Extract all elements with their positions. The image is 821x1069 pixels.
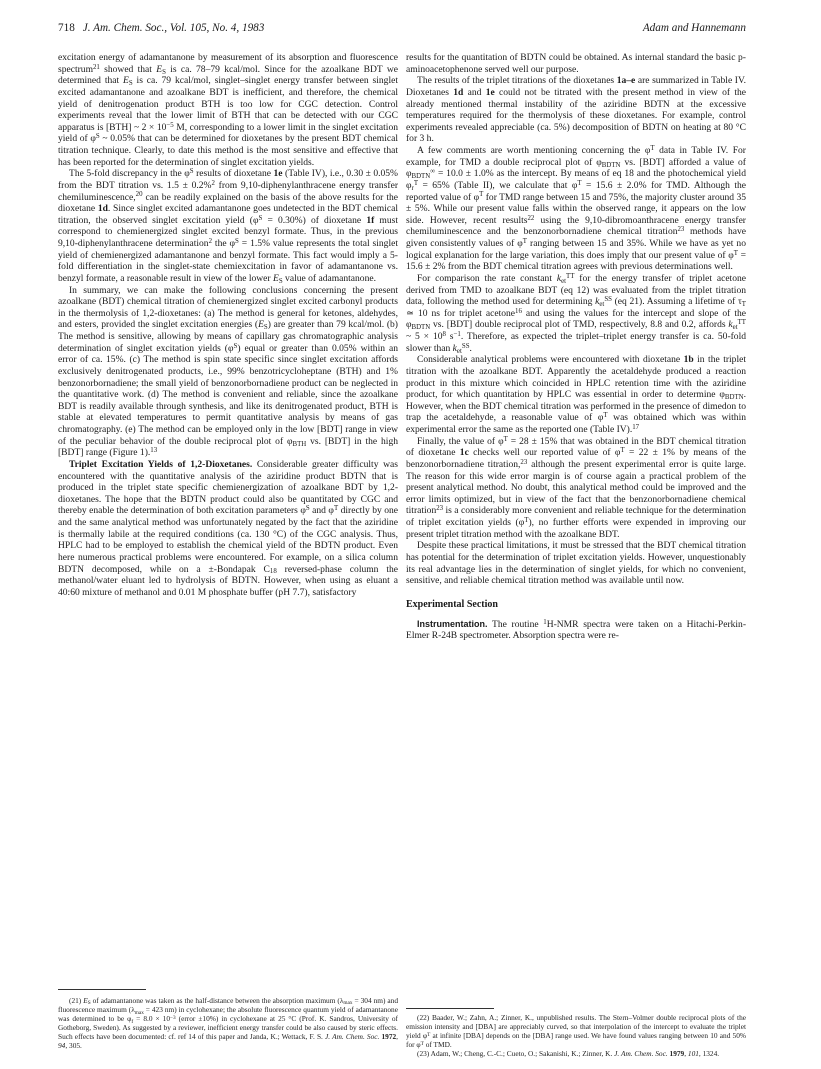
text: = 1.5% value represents the total singlet yield of chemienergized adamantanone and benzyl formate. This fact would imply a 5-fold differentiation in the singlet-state chemiexcitation in favor of adamantanone vs. benzyl formate, a reasonable result in view of the lower (58, 238, 398, 284)
page-number: 718 (58, 22, 75, 34)
text: and using the values for the intercept and slope of the φ (406, 307, 746, 331)
text: directly by one and the same analytical method was unfortunately negated by the fact that the aziridine is thermally labile at the required conditions (ca. 130 °C) of the CGC analysis. Thus, HPLC had to be employed to establish the chemical yield of the BDTN product. Even here numerous practical problems were encountered. For example, on a silica column BDTN decomposed, while on a ±-Bondapak C (58, 505, 399, 575)
symbol: φ (498, 435, 504, 447)
text: and (309, 505, 329, 517)
text: In summary, we can make the following conclusions concerning the present azoalkane (BDT) chemical titration of chemienergized singlet excited carbonyl products in the thermolysis of 1,2-dioxetanes: (a) The method is general for ketones, aldehydes, and esters, provided the singlet excitation energies ( (58, 284, 398, 331)
symbol: φ (184, 168, 190, 180)
text: vs. [BDT] afforded a value of φ (406, 156, 746, 180)
text: and (463, 86, 486, 98)
text: H-NMR spectra were taken on a Hitachi-Perkin-Elmer R-24B spectrometer. Absorption spectra were re- (406, 618, 746, 642)
year: 1972 (381, 1032, 397, 1042)
text: of adamantanone was taken as the half-distance between the absorption maximum (λ (90, 996, 344, 1005)
symbol: φ (518, 517, 525, 528)
text: can be readily explained on the basis of the above results for the dioxetane (58, 191, 398, 215)
left-footnotes (58, 996, 398, 1051)
text: checks well our reported value of (468, 447, 615, 459)
subscript: S (278, 277, 283, 285)
text: although the present experimental error is quite large. The reason for this wide error margin is of course again a practical problem of the present analytical method. No doubt, this analytical method could be improved and the error limits optimized, but in view of the fact that the benzonorbornadiene chemical titration (406, 458, 746, 517)
text: (22) Baader, W.; Zahn, A.; Zinner, K., unpublished results. The Stern–Volmer double reciprocal plots of the emission intensity and [DBA] are appreciably curved, so that interpolation of the intercept to evaluate the triplet yield (406, 1013, 746, 1041)
symbol: E (258, 319, 264, 331)
subscript: f (131, 1018, 134, 1025)
symbol: φ (416, 1040, 421, 1050)
text: ranging between 15 and 35%. While we have as yet no logical explanation for the large variation, this does imply that our present value of (406, 238, 746, 261)
reference-marker: 17 (632, 423, 640, 431)
subscript: et (599, 301, 605, 309)
reference-marker: 21 (93, 63, 100, 71)
text: , 1324. (698, 1049, 720, 1059)
compound-label: 1d (97, 203, 108, 215)
text: at infinite [DBA] depends on the [DBA] range used. We have found values ranging between 10 and 50% for (406, 1031, 746, 1050)
subscript: BDTN (411, 324, 431, 332)
superscript: T (603, 412, 608, 420)
superscript: 8 (442, 330, 446, 338)
footnote (58, 996, 398, 1051)
text: The routine (487, 618, 544, 630)
text: excitation energy of adamantanone by measurement of its absorption and fluorescence spectrum (58, 52, 398, 75)
text: = 423 nm) in cyclohexane; the absolute fluorescence quantum yield of adamantanone was determined to be φ (58, 1005, 398, 1024)
text: ) are greater than 79 kcal/mol. (b) The method is sensitive, allowing by means of capillary gas chromatographic analysis determination of singlet excitation yields ( (58, 319, 398, 354)
text: of TMD. (423, 1040, 452, 1050)
symbol: φ (597, 412, 604, 424)
text: vs. [BDT] double reciprocal plot of TMD, respectively, 8.8 and 0.2, affords (430, 319, 729, 331)
symbol: φ (90, 133, 96, 145)
symbol: φ (227, 342, 234, 354)
subscript: 18 (269, 568, 277, 576)
compound-label: 1e (485, 86, 495, 98)
subscript: BDTN (601, 161, 621, 169)
paragraph (58, 52, 398, 168)
footnote-rule (406, 1008, 494, 1009)
running-head (58, 20, 746, 36)
subscript: max (343, 1000, 353, 1007)
text: are summarized in Table IV. Dioxetanes (406, 75, 747, 98)
subscript: max (134, 1009, 144, 1016)
superscript: T (620, 447, 625, 455)
text: the (212, 238, 230, 249)
paragraph: results for the quantitation of BDTN could be obtained. As internal standard the basic p-aminoacetophenone served well our purpose. (406, 52, 746, 75)
text: results of dioxetane (193, 168, 274, 180)
symbol: k (452, 342, 457, 354)
text: . (469, 342, 472, 354)
superscript: ∞ (430, 168, 436, 176)
superscript: 1 (543, 618, 547, 626)
text: = 0.30%) of dioxetane (262, 214, 367, 226)
subscript: S (263, 324, 268, 332)
superscript: S (305, 505, 310, 513)
paragraph (406, 354, 746, 435)
text: = 8.0 × 10 (133, 1014, 171, 1024)
text: reversed-phase column the methanol/water eluant led to hydrolysis of BDTN. However, when using as eluant a 40:60 mixture of methanol and 0.01 M phosphate buffer (pH 7.7), satisfactory (58, 563, 398, 598)
reference-marker: 16 (515, 307, 522, 315)
symbol: E (273, 272, 279, 284)
reference-marker: 20 (135, 191, 143, 199)
left-column (58, 52, 398, 598)
right-column (406, 52, 746, 642)
text: The results of the triplet titrations of the dioxetanes (417, 75, 617, 87)
superscript: S (258, 214, 263, 222)
compound-label: 1e (273, 168, 283, 180)
journal-citation: J. Am. Chem. Soc., Vol. 105, No. 4, 1983 (82, 22, 265, 34)
symbol: φ (614, 447, 621, 459)
text: showed that (99, 63, 157, 75)
symbol: k (556, 272, 562, 284)
symbol: E (123, 75, 129, 87)
compound-label: 1d (453, 86, 464, 98)
subscript: r (411, 184, 414, 192)
symbol: φ (473, 191, 480, 203)
superscript: S (95, 133, 100, 141)
subsection-heading: Instrumentation. (417, 618, 488, 629)
footnote (406, 1049, 746, 1058)
text: = 10.0 ± 1.0% as the intercept. By means of eq 18 and the photochemical yield φ (406, 168, 746, 191)
text: (eq 21). Assuming a lifetime of τ (611, 296, 742, 308)
subsection-heading: Triplet Excitation Yields of 1,2-Dioxetanes. (69, 458, 253, 470)
superscript: T (503, 435, 508, 443)
text: in the triplet titration with the azoalkane BDT. Apparently the acetaldehyde produced a reaction product in this mixture which coincided in HPLC retention time with the aziridine product, for which quantitation by HPLC was essential in order to determine φ (406, 354, 746, 401)
text: is ca. 78–79 kcal/mol. Since for the azoalkane BDT we determined that (58, 63, 398, 87)
text: value of adamantanone. (282, 272, 376, 284)
text: . Therefore, as expected the triplet–triplet energy transfer is ca. 50-fold slower than (406, 331, 747, 354)
superscript: T (333, 505, 339, 513)
subscript: BDTN (724, 394, 744, 402)
text: = 65% (Table II), we calculate that (418, 179, 572, 191)
paragraph (58, 285, 398, 459)
text: vs. [BDT] in the high [BDT] range (Figure 1). (58, 435, 398, 459)
text: (Table IV), i.e., 0.30 ± 0.05% from the BDT titration vs. 1.5 ± 0.2% (58, 168, 398, 191)
footnote (406, 1013, 746, 1049)
symbol: φ (517, 238, 523, 249)
paragraph (406, 619, 746, 642)
superscript: SS (604, 296, 612, 304)
superscript: −3 (170, 1014, 176, 1021)
symbol: E (83, 996, 88, 1005)
text: data in Table IV. For example, for TMD a double reciprocal plot of φ (406, 145, 746, 168)
text: must correspond to chemienergized singlet excited benzyl formate. Thus, in the previous 9,10-diphenylanthracene determination (58, 214, 398, 249)
superscript: T (522, 237, 527, 245)
text: was obtained which was within experimental error the same as the reported one (Table IV). (406, 412, 747, 435)
text: . Since singlet excited adamantanone goes undetected in the BDT chemical titration, the observed singlet excitation yield ( (58, 203, 399, 226)
text: , 305. (65, 1041, 82, 1051)
paragraph (58, 168, 398, 284)
text: from 9,10-diphenylanthracene energy transfer chemiluminescence, (58, 179, 398, 203)
subscript: S (128, 80, 133, 88)
superscript: −5 (166, 121, 174, 129)
subscript: S (162, 68, 166, 76)
paragraph (406, 145, 746, 273)
superscript: T (577, 179, 582, 187)
text: (23) Adam, W.; Cheng, C.-C.; Cueto, O.; Sakanishi, K.; Zinner, K. (417, 1049, 615, 1059)
compound-label: 1c (459, 447, 469, 459)
text: = 304 nm) and fluorescence maximum (λ (58, 996, 398, 1015)
symbol: φ (300, 505, 306, 517)
paragraph (406, 436, 746, 541)
superscript: SS (461, 342, 470, 350)
text: = 15.6 ± 2.0% for TMD. Although the reported value of (406, 179, 747, 203)
volume: 94 (58, 1041, 66, 1051)
text: for TMD range between 15 and 75%, the majority cluster around 35 ± 5%. While our present value falls within the observed range, it appears on the low side. However, recent results (406, 191, 746, 226)
text: = 22 ± 1% by means of the benzonorbornadiene titration, (406, 447, 746, 470)
reference-marker: 2 (208, 237, 213, 245)
text: For comparison the rate constant (417, 272, 557, 284)
text: Considerable analytical problems were encountered with dioxetane (417, 354, 684, 366)
superscript: T (413, 179, 419, 187)
text: . However, when the BDT chemical titration was performed in the presence of dimedon to trap the acetaldehyde, a reasonable value of (406, 389, 746, 424)
superscript: S (189, 168, 194, 176)
reference-marker: 23 (677, 226, 685, 234)
superscript: T (650, 144, 655, 152)
superscript: TT (566, 272, 575, 280)
paragraph (406, 273, 746, 354)
compound-label: 1f (366, 214, 375, 226)
text: = 28 ± 15% that was obtained in the BDT chemical titration of dioxetane (406, 435, 747, 459)
running-head-authors: Adam and Hannemann (642, 22, 746, 34)
symbol: φ (644, 145, 651, 156)
text: s (445, 331, 454, 342)
reference-marker: 23 (520, 458, 528, 466)
text: , (684, 1049, 688, 1059)
compound-label: 1b (683, 354, 694, 366)
superscript: T (733, 249, 738, 257)
text: methods have given consistently values of (406, 226, 746, 249)
text: ) equal or greater than 0.05% within an error of ca. 15%. (c) The method is spin state specific since singlet excitation affords exclusively denitrogenated products, i.e., 99% benzotricycloheptane (BTH) and 1% benzonorbornadiene; the small yield of benzonorbornadiene product can be neglected in the quantitative work. (d) The method is convenient and reliable, since the azoalkane BDT is readily available through synthesis, and like its denitrogenated product, BTH is stable at elevated temperatures to permit quantitative analysis by means of gas chromatography. (e) The method can be employed only in the low [BDT] range in view of the peculiar behavior of the double reciprocal plot of (58, 342, 398, 447)
subscript: S (87, 1000, 91, 1007)
journal-name: J. Am. Chem. Soc. (614, 1049, 668, 1059)
text: could not be titrated with the present method in view of the already mentioned thermal instability of the aziridine BDTN at the excessive temperatures required for the thermolysis of these dioxetanes. For example, control experiments revealed appreciable (ca. 5%) decomposition of BDTN on heating at 80 °C for 3 h. (406, 86, 746, 145)
compound-label: 1a–e (616, 75, 636, 87)
text: using the 9,10-dibromoanthracene energy transfer chemiluminescence and the benzonorbornadiene chemical titration (406, 214, 746, 238)
journal-name: J. Am. Chem. Soc. (325, 1032, 380, 1042)
subscript: et (456, 347, 462, 355)
running-head-left (58, 20, 264, 36)
text: is ca. 79 kcal/mol, singlet–singlet energy transfer between singlet excited adamantanone and azoalkane BDT is inefficient, and therefore, the chemical yield of denitrogenation product BTH is too low for CGC detection. Control experiments reveal that the lower limit of BTH that can be detected with our CGC apparatus is [BTH] ~ 2 × 10 (58, 75, 398, 133)
text: Finally, the value of (417, 435, 499, 447)
superscript: T (420, 1040, 424, 1047)
subscript: BDTN (411, 173, 431, 181)
symbol: φ (229, 238, 236, 249)
symbol: E (156, 63, 163, 75)
text: M, corresponding to a lower limit in the singlet excitation yield of (58, 121, 399, 145)
symbol: φ (287, 435, 293, 447)
text: (error ±10%) in cyclohexane at 25 °C (Prof. K. Sandros, University of Gotheborg, Sweden). As suggested by a reviewer, inefficient energy transfer could be also caused by steric effects. Such effects have been documented: cf. ref 14 of this paper and Janda, K.; Wettack, F. S. (58, 1014, 398, 1042)
text: ≃ 10 ns for triplet acetone (406, 307, 516, 319)
superscript: TT (737, 319, 746, 327)
symbol: φ (728, 249, 734, 261)
text: for the energy transfer of triplet acetone derived from TMD to azoalkane BDT (eq 12) was evaluated from the triplet titration data, following the method used for determining (406, 272, 746, 308)
text: A few comments are worth mentioning concerning the (417, 145, 645, 156)
text: ), no further efforts were expended in improving our present triplet titration method with the azoalkane BDT. (406, 517, 746, 540)
symbol: k (728, 319, 733, 331)
paragraph: Despite these practical limitations, it must be stressed that the BDT chemical titration has potential for the determination of triplet excitation yields. However, unquestionably its real advantage lies in the determination of singlet yields, for which no convenient, sensitive, and reliable chemical titration method was available until now. (406, 540, 746, 587)
subscript: et (732, 324, 738, 332)
superscript: S (235, 237, 239, 245)
footnote-rule (58, 989, 146, 990)
superscript: S (233, 342, 238, 350)
text: is a considerably more convenient and reliable technique for the determination of triplet excitation yields ( (406, 505, 746, 528)
reference-marker: 13 (150, 447, 158, 455)
text: ~ 0.05% that can be determined for dioxetanes by the present BDT chemical titration technique. Clearly, to date this method is the most sensitive and effective that has been reported for the determination of singlet excitation yields. (58, 133, 398, 168)
superscript: T (479, 191, 484, 199)
volume: 101 (687, 1049, 699, 1059)
subscript: et (561, 277, 567, 285)
symbol: φ (571, 179, 578, 191)
text: ~ 5 × 10 (406, 331, 443, 342)
superscript: −1 (453, 330, 461, 338)
subscript: T (741, 301, 746, 309)
text: The 5-fold discrepancy in the (69, 168, 185, 180)
symbol: φ (422, 1031, 428, 1041)
text: = 15.6 ± 2% from the BDT chemical titration agrees with previous determinations well. (406, 249, 746, 273)
symbol: φ (252, 214, 259, 226)
subscript: BTH (292, 440, 307, 448)
superscript: T (427, 1031, 431, 1038)
text: Considerable greater difficulty was encountered with the quantitative analysis of the aziridine product BDTN that is produced in the triplet state specific chemienergization of azoalkane BDT by 1,2-dioxetanes. The hope that the BDTN product could also be quantitated by CGC and thereby enable the determination of both excitation parameters (58, 458, 398, 517)
year: 1979 (669, 1049, 685, 1059)
paragraph (406, 75, 746, 145)
paragraph (58, 459, 398, 599)
section-heading: Experimental Section (406, 598, 498, 610)
reference-marker: 2 (211, 179, 215, 187)
reference-marker: 23 (436, 505, 444, 513)
right-footnotes (406, 1013, 746, 1058)
text: , (396, 1032, 398, 1042)
symbol: k (595, 296, 600, 308)
superscript: T (524, 516, 529, 524)
reference-marker: 22 (527, 214, 535, 222)
text: (21) (69, 996, 84, 1005)
symbol: φ (328, 505, 334, 517)
